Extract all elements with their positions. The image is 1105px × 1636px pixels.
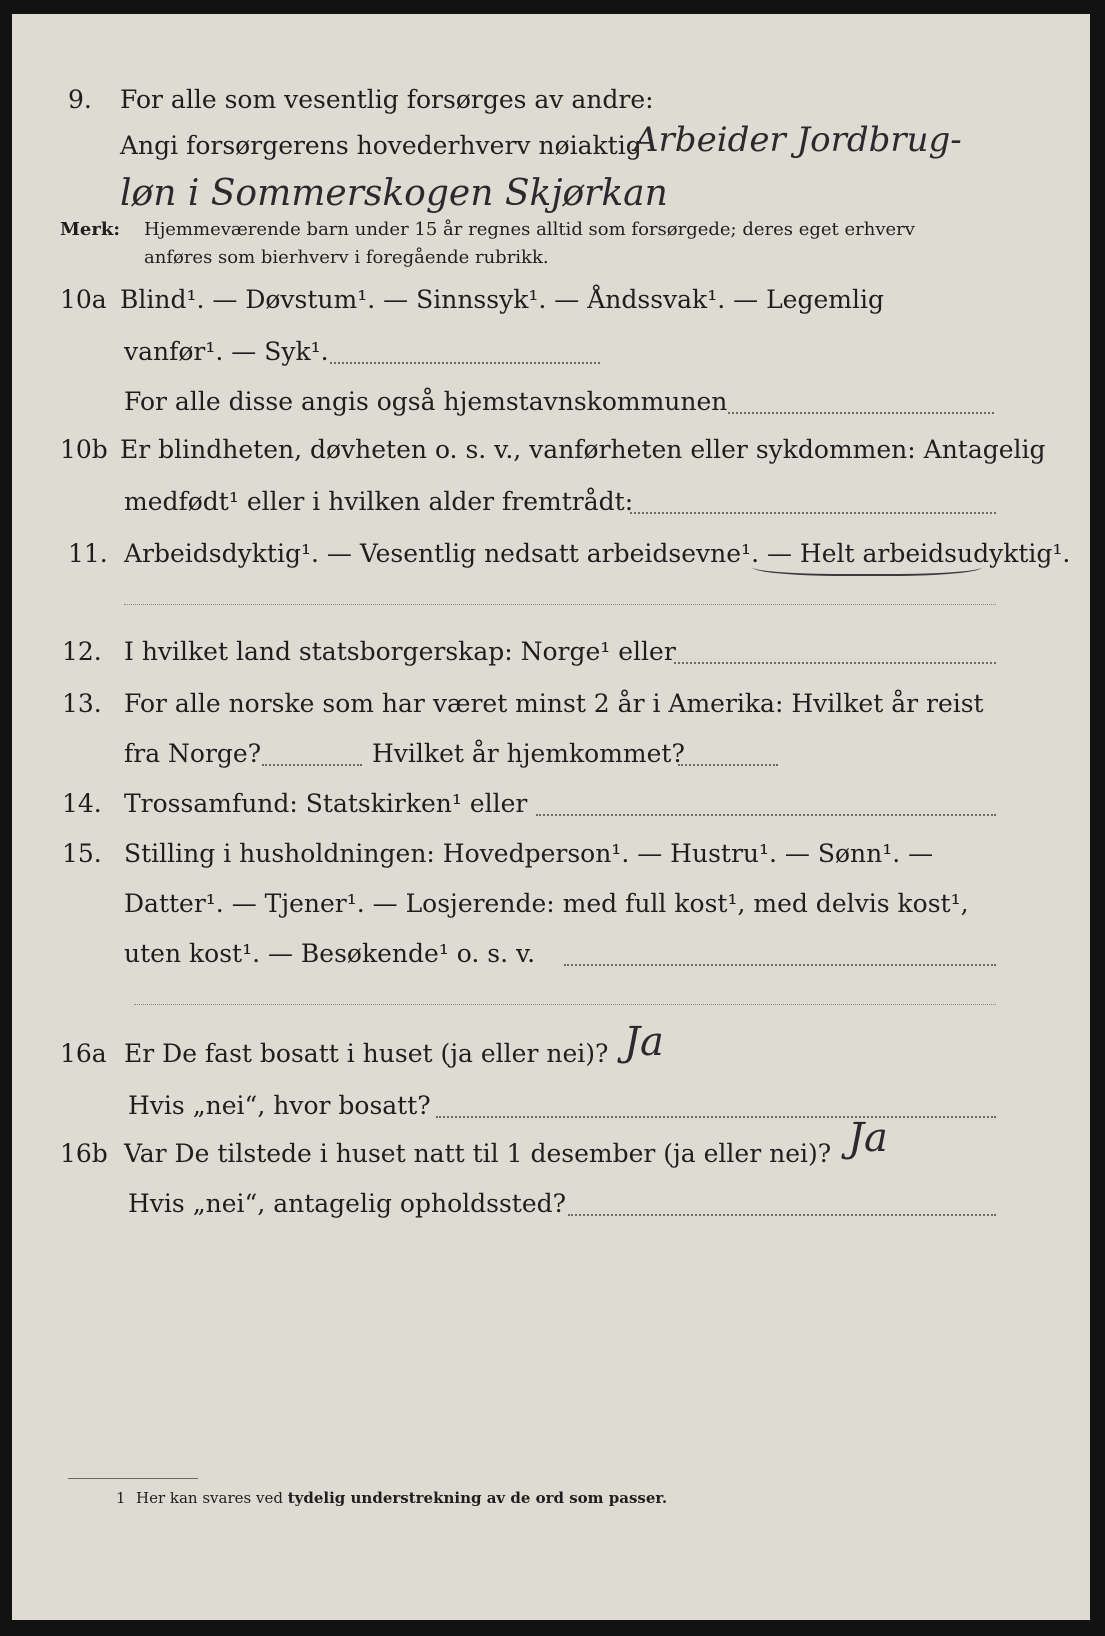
q12-fill-line (674, 662, 996, 664)
q15-blank-line (134, 1004, 996, 1005)
q10b-line1: Er blindheten, døvheten o. s. v., vanførheten eller sykdommen: Antagelig (120, 435, 1046, 464)
footnote-text-plain: Her kan svares ved (136, 1489, 283, 1507)
q9-number: 9. (68, 85, 92, 114)
q15-line3: uten kost¹. — Besøkende¹ o. s. v. (124, 939, 536, 968)
q15-number: 15. (62, 839, 102, 868)
footnote-text (136, 1488, 667, 1508)
footnote-rule (68, 1478, 198, 1479)
q12-line1: I hvilket land statsborgerskap: Norge¹ eller (124, 637, 676, 666)
q13-line2b: Hvilket år hjemkommet? (372, 739, 685, 768)
q16b-line1: Var De tilstede i huset natt til 1 desember (ja eller nei)? (124, 1139, 832, 1168)
footnote-mark: 1 (116, 1489, 126, 1507)
q16b-line2: Hvis „nei“, antagelig opholdssted? (128, 1189, 567, 1218)
q16a-fill-line (436, 1116, 996, 1118)
q9-line1: For alle som vesentlig forsørges av andre: (120, 85, 654, 114)
q16a-number: 16a (60, 1039, 107, 1068)
merk-line2: anføres som bierhverv i foregående rubrikk. (144, 247, 549, 268)
q10a-line2: vanfør¹. — Syk¹. (124, 337, 329, 366)
q15-line2: Datter¹. — Tjener¹. — Losjerende: med full kost¹, med delvis kost¹, (124, 889, 969, 918)
q13-line1: For alle norske som har været minst 2 år i Amerika: Hvilket år reist (124, 689, 984, 718)
q10a-line3: For alle disse angis også hjemstavnskommunen (124, 387, 728, 416)
q10a-line1: Blind¹. — Døvstum¹. — Sinnssyk¹. — Åndssvak¹. — Legemlig (120, 285, 884, 314)
q16a-line1: Er De fast bosatt i huset (ja eller nei)? (124, 1039, 609, 1068)
q16b-answer: Ja (848, 1115, 888, 1161)
census-form-page (12, 14, 1090, 1620)
q15-fill-line (564, 964, 996, 966)
q10b-fill-line (630, 512, 996, 514)
merk-label: Merk: (60, 219, 120, 240)
q13-number: 13. (62, 689, 102, 718)
q10a-number: 10a (60, 285, 107, 314)
merk-line1: Hjemmeværende barn under 15 år regnes alltid som forsørgede; deres eget erhverv (144, 219, 915, 240)
q10b-number: 10b (60, 435, 108, 464)
q11-number: 11. (68, 539, 108, 568)
q9-answer-line1: Arbeider Jordbrug- (634, 120, 962, 160)
q9-answer-line2: løn i Sommerskogen Skjørkan (120, 173, 668, 214)
q13-year-return-fill (678, 764, 778, 766)
q10b-line2: medfødt¹ eller i hvilken alder fremtrådt: (124, 487, 634, 516)
q13-year-left-fill (262, 764, 362, 766)
q16b-number: 16b (60, 1139, 108, 1168)
q9-line2: Angi forsørgerens hovederhverv nøiaktig (120, 131, 642, 160)
q12-number: 12. (62, 637, 102, 666)
q11-blank-line (124, 604, 996, 605)
q14-number: 14. (62, 789, 102, 818)
q14-line1: Trossamfund: Statskirken¹ eller (124, 789, 528, 818)
q11-handwritten-underline (752, 554, 982, 576)
q14-fill-line (536, 814, 996, 816)
q16a-line2: Hvis „nei“, hvor bosatt? (128, 1091, 431, 1120)
footnote-text-bold: tydelig understrekning av de ord som passer. (287, 1489, 668, 1507)
q16b-fill-line (568, 1214, 996, 1216)
q16a-answer: Ja (624, 1019, 664, 1065)
q10a-home-fill-line (728, 412, 994, 414)
q13-line2a: fra Norge? (124, 739, 262, 768)
q10a-fill-line (330, 362, 600, 364)
q15-line1: Stilling i husholdningen: Hovedperson¹. — Hustru¹. — Sønn¹. — (124, 839, 934, 868)
q11-line1: Arbeidsdyktig¹. — Vesentlig nedsatt arbeidsevne¹. — Helt arbeidsudyktig¹. (124, 539, 1071, 568)
